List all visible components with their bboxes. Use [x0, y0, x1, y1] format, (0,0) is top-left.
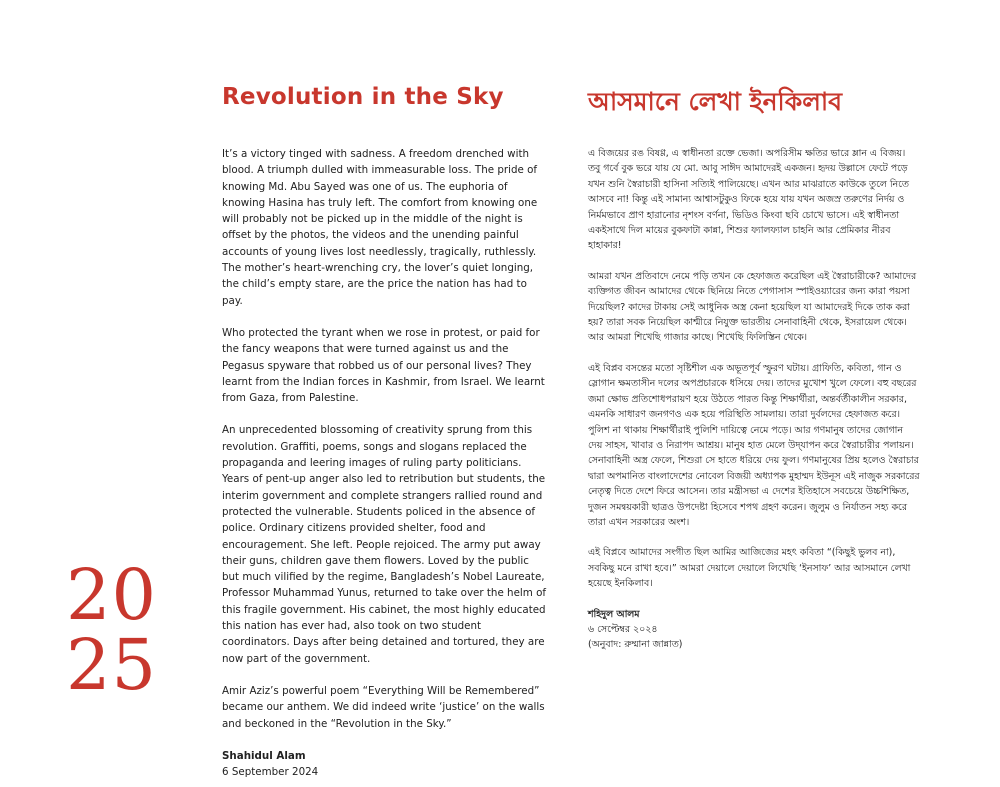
- translator-credit: (অনুবাদ: রুম্মানা জান্নাত): [588, 639, 683, 651]
- author-date-bengali: ৬ সেপ্টেম্বর ২০২৪: [588, 623, 658, 635]
- bengali-paragraph-3: এই বিপ্লব বসন্তের মতো সৃষ্টিশীল এক অভূতপূর্ব স্ফুরণ ঘটায়। গ্রাফিতি, কবিতা, গান ও স্লোগান ক্ষমতাসীন দলের অপপ্রচারকে ধসিয়ে দেয়। তাদের মুখোশ খুলে ফেলে। বহু বছরের জমা ক্ষোভ প্রতিশোধপরায়ণ হয়ে উঠতে পারত কিন্তু শিক্ষার্থীরা, অন্তর্বর্তীকালীন সরকার, এমনকি সাধারণ জনগণও এক হয়ে পরিস্থিতি সামলায়। তারা দুর্বলদের হেফাজত করে। পুলিশ না থাকায় শিক্ষার্থীরাই পুলিশি দায়িত্বে নেমে পড়ে। আর গণমানুষ তাদের জোগান দেয় সাহস, খাবার ও নিরাপদ আশ্রয়। মানুষ হাত মেলে উদ্‌যাপন করে স্বৈরাচারীর পলায়ন। সেনাবাহিনী অস্ত্র ফেলে, শিশুরা সে হাতে ধরিয়ে দেয় ফুল। গণমানুষের প্রিয় হলেও স্বৈরাচার দ্বারা অপমানিত বাংলাদেশের নোবেল বিজয়ী অধ্যাপক মুহাম্মদ ইউনূস এই নাজুক সরকারের নেতৃত্ব দিতে দেশে ফিরে আসেন। তার মন্ত্রীসভা এ দেশের ইতিহাসে সবচেয়ে উচ্চশিক্ষিত, দুজন সমন্বয়কারী ছাত্রও উপদেষ্টা হিসেবে শপথ গ্রহণ করেন। জুলুম ও নির্যাতন সহ্য করে তারা এখন সরকারের অংশ।: [588, 362, 920, 528]
- english-paragraph-2: Who protected the tyrant when we rose in protest, or paid for the fancy weapons that were turned against us and the Pegasus spyware that robbed us of our personal lives? They learnt from the Indian forces in Kashmir, from Israel. We learnt from Gaza, from Palestine.: [222, 326, 545, 405]
- english-paragraph-3: An unprecedented blossoming of creativity sprung from this revolution. Graffiti, poems, songs and slogans replaced the propaganda and leering images of ruling party politicians. Years of pent-up anger also led to retribution but students, the interim government and complete strangers rallied round and protected the vulnerable. Students policed in the absence of police. Ordinary citizens provided shelter, food and encouragement. She left. People rejoiced. The army put away their guns, children gave them flowers. Loved by the public but much vilified by the regime, Bangladesh’s Nobel Laureate, Professor Muhammad Yunus, returned to take over the helm of this fragile government. His cabinet, the most highly educated this nation has ever had, also took on two student coordinators. Days after being detained and tortured, they are now part of the government.: [222, 424, 546, 665]
- bengali-paragraph-2: আমরা যখন প্রতিবাদে নেমে পড়ি তখন কে হেফাজত করেছিল এই স্বৈরাচারীকে? আমাদের ব্যক্তিগত জীবন আমাদের থেকে ছিনিয়ে নিতে পেগাসাস স্পাইওয়্যারের জন্য কারা পয়সা দিয়েছিল? কাদের টাকায় সেই আধুনিক অস্ত্র কেনা হয়েছিল যা আমাদেরই দিকে তাক করা হয়? তারা সবক নিয়েছিল কাশ্মীরে নিযুক্ত ভারতীয় সেনাবাহিনী থেকে, ইসরায়েল থেকে। আর আমরা শিখেছি গাজার কাছে। শিখেছি ফিলিস্তিন থেকে।: [588, 270, 917, 344]
- english-column: [222, 146, 547, 780]
- author-name: Shahidul Alam: [222, 749, 306, 762]
- english-signature: [222, 748, 547, 781]
- author-name-bengali: শহিদুল আলম: [588, 608, 640, 620]
- page-title-english: Revolution in the Sky: [222, 84, 504, 110]
- bengali-column: [588, 146, 920, 653]
- english-paragraph-1: It’s a victory tinged with sadness. A freedom drenched with blood. A triumph dulled with immeasurable loss. The pride of knowing Md. Abu Sayed was one of us. The euphoria of knowing Hasina has truly left. The comfort from knowing one will probably not be picked up in the middle of the night is offset by the photos, the videos and the unending painful accounts of young lives lost needlessly, tragically, ruthlessly. The mother’s heart-wrenching cry, the lover’s quiet longing, the child’s empty stare, are the price the nation has had to pay.: [222, 148, 538, 307]
- author-date: 6 September 2024: [222, 766, 319, 779]
- year-digits-top: 20: [66, 554, 158, 636]
- bengali-signature: [588, 607, 920, 653]
- bengali-paragraph-4: এই বিপ্লবে আমাদের সংগীত ছিল আমির আজিজের মহৎ কবিতা “(কিছুই ভুলব না), সবকিছু মনে রাখা হবে।” আমরা দেয়ালে দেয়ালে লিখেছি ‘ইনসাফ’ আর আসমানে লেখা হয়েছে ইনকিলাব।: [588, 547, 911, 590]
- year-digits-bottom: 25: [66, 624, 158, 706]
- bengali-paragraph-1: এ বিজয়ের রঙ বিষণ্ণ, এ স্বাধীনতা রক্তে ভেজা। অপরিসীম ক্ষতির ভারে ম্লান এ বিজয়। তবু গর্বে বুক ভরে যায় যে মো. আবু সাঈদ আমাদেরই একজন। হৃদয় উল্লাসে ফেটে পড়ে যখন শুনি স্বৈরাচারী হাসিনা সত্যিই পালিয়েছে। এখন আর মাঝরাতে কাউকে তুলে নিতে আসবে না! কিন্তু এই সামান্য আশ্বাসটুকুও ফিকে হয়ে যায় যখন অজস্র তরুণের নির্দয় ও নির্মমভাবে প্রাণ হারানোর নৃশংস বর্ণনা, ভিডিও কিংবা ছবি চোখে ভাসে। এই স্বাধীনতা একইসাথে দিল মায়ের বুকফাটা কান্না, শিশুর ফ্যালফ্যাল চাহনি আর প্রেমিকার নীরব হাহাকার!: [588, 148, 909, 252]
- page-title-bengali: আসমানে লেখা ইনকিলাব: [588, 87, 842, 116]
- english-paragraph-4: Amir Aziz’s powerful poem “Everything Will be Remembered” became our anthem. We did indeed write ‘justice’ on the walls and beckoned in the “Revolution in the Sky.”: [222, 684, 545, 730]
